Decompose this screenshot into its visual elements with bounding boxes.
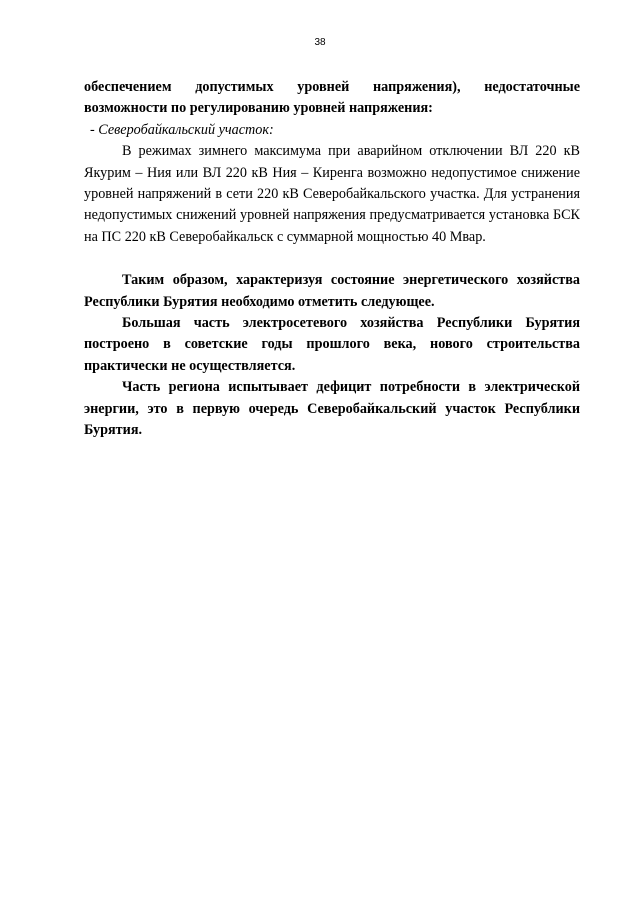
section-subheading: - Северобайкальский участок: (90, 121, 274, 138)
paragraph-conclusion: Таким образом, характеризуя состояние энергетического хозяйства Республики Бурятия необходимо отметить следующее. (84, 272, 580, 310)
paragraph-soviet-era: Большая часть электросетевого хозяйства Республики Бурятия построено в советские годы прошлого века, нового строительства практически не осуществляется. (84, 315, 580, 374)
document-body (84, 77, 580, 442)
paragraph-intro: обеспечением допустимых уровней напряжения), недостаточные возможности по регулированию уровней напряжения: (84, 79, 580, 117)
paragraph-regimes: В режимах зимнего максимума при аварийном отключении ВЛ 220 кВ Якурим – Ния или ВЛ 220 кВ Ния – Киренга возможно недопустимое снижение уровней напряжений в сети 220 кВ Северобайкальского участка. Для устранения недопустимых снижений уровней напряжения предусматривается установка БСК на ПС 220 кВ Северобайкальск с суммарной мощностью 40 Мвар. (84, 143, 580, 245)
paragraph-energy-deficit: Часть региона испытывает дефицит потребности в электрической энергии, это в первую очередь Северобайкальский участок Республики Бурятия. (84, 379, 580, 439)
page-number: 38 (314, 37, 326, 48)
